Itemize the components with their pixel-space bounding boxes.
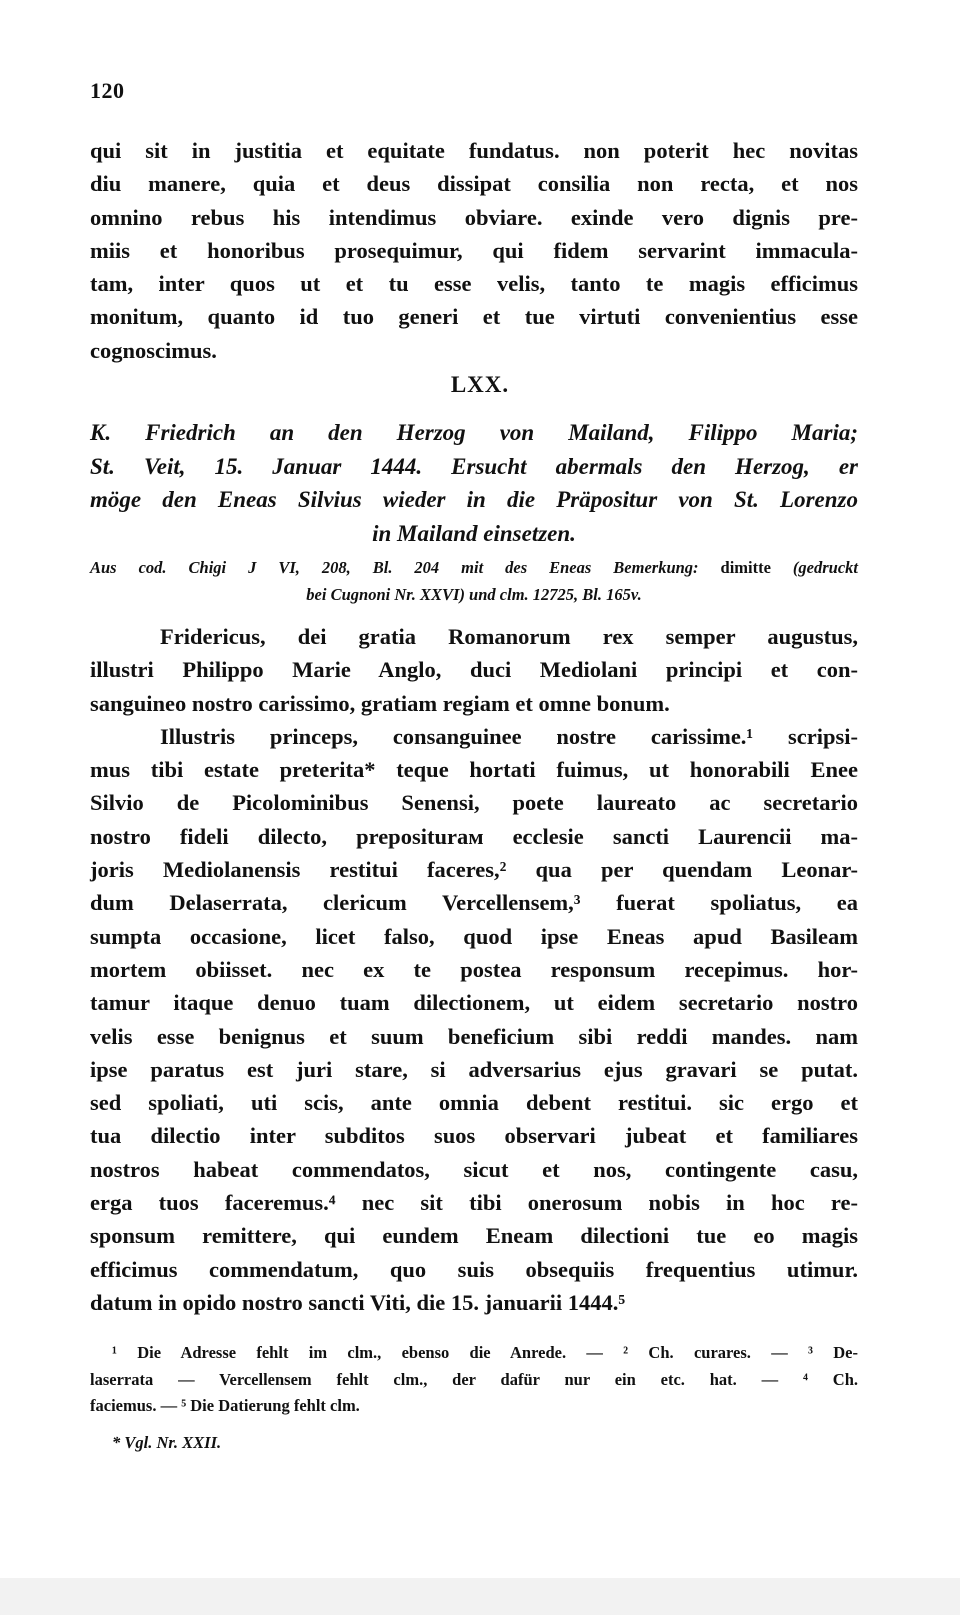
page-number: 120	[90, 78, 125, 103]
source-line	[90, 554, 858, 581]
text-line: Fridericus, dei gratia Romanorum rex semper augustus,	[160, 624, 858, 649]
text-line: miis et honoribus prosequimur, qui fidem servarint immacula-	[90, 237, 858, 263]
text-line: monitum, quanto id tuo generi et tue virtuti convenientius esse	[90, 304, 858, 330]
text-line: datum in opido nostro sancti Viti, die 15. januarii 1444.⁵	[90, 1289, 626, 1315]
source-text: (gedruckt	[792, 558, 858, 577]
text-line: sumpta occasione, licet falso, quod ipse Eneas apud Basileam	[90, 923, 858, 949]
text-line: joris Mediolanensis restitui faceres,² qua per quendam Leonar-	[90, 857, 858, 883]
text-line: efficimus commendatum, quo suis obsequiis frequentius utimur.	[90, 1256, 858, 1282]
text-line: diu manere, quia et deus dissipat consilia non recta, et nos	[90, 171, 858, 197]
footnotes	[90, 1340, 858, 1420]
text-line: dum Delaserrata, clericum Vercellensem,³ fuerat spoliatus, ea	[90, 890, 858, 916]
document-heading	[90, 416, 858, 550]
source-quote: dimitte	[720, 558, 771, 577]
heading-line: möge den Eneas Silvius wieder in die Präpositur von St. Lorenzo	[90, 487, 858, 512]
footnote-line: ¹ Die Adresse fehlt im clm., ebenso die Anrede. — ² Ch. curares. — ³ De-	[112, 1343, 858, 1362]
letter-body	[90, 620, 858, 1319]
heading-line: St. Veit, 15. Januar 1444. Ersucht abermals den Herzog, er	[90, 453, 858, 479]
scan-margin	[0, 1578, 960, 1615]
source-text: Aus cod. Chigi J VI, 208, Bl. 204 mit des Eneas Bemerkung:	[90, 558, 699, 577]
text-line: ipse paratus est juri stare, si adversarius ejus gravari se putat.	[90, 1056, 858, 1082]
heading-line: in Mailand einsetzen.	[372, 520, 576, 546]
editorial-note: * Vgl. Nr. XXII.	[112, 1433, 222, 1452]
text-line: Illustris princeps, consanguinee nostre carissime.¹ scripsi-	[160, 723, 858, 749]
source-note	[90, 554, 858, 608]
text-line: nostro fideli dilecto, prepositurам ecclesie sancti Laurencii ma-	[90, 823, 858, 849]
text-line: tamur itaque denuo tuam dilectionem, ut eidem secretario nostro	[90, 990, 858, 1016]
text-line: tam, inter quos ut et tu esse velis, tanto te magis efficimus	[90, 271, 858, 297]
text-line: sponsum remittere, qui eundem Eneam dilectioni tue eo magis	[90, 1223, 858, 1249]
text-line: qui sit in justitia et equitate fundatus. non poterit hec novitas	[90, 138, 858, 163]
footnote-line: faciemus. — ⁵ Die Datierung fehlt clm.	[90, 1396, 360, 1415]
heading-line: K. Friedrich an den Herzog von Mailand, Filippo Maria;	[90, 420, 858, 445]
text-line: sed spoliati, uti scis, ante omnia debent restitui. sic ergo et	[90, 1090, 858, 1116]
intro-paragraph	[90, 134, 858, 367]
text-line: cognoscimus.	[90, 337, 217, 363]
footnote-line: laserrata — Vercellensem fehlt clm., der dafür nur ein etc. hat. — ⁴ Ch.	[90, 1369, 858, 1389]
text-line: illustri Philippo Marie Anglo, duci Mediolani principi et con-	[90, 657, 858, 683]
text-line: mus tibi estate preterita* teque hortati fuimus, ut honorabili Enee	[90, 757, 858, 783]
text-line: sanguineo nostro carissimo, gratiam regiam et omne bonum.	[90, 690, 670, 716]
text-line: mortem obiisset. nec ex te postea responsum recepimus. hor-	[90, 956, 858, 982]
text-line: tua dilectio inter subditos suos observari jubeat et familiares	[90, 1123, 858, 1149]
text-line: Silvio de Picolominibus Senensi, poete laureato ac secretario	[90, 790, 858, 816]
source-line: bei Cugnoni Nr. XXVI) und clm. 12725, Bl. 165v.	[306, 585, 642, 604]
document-number: LXX.	[450, 372, 510, 397]
text-line: nostros habeat commendatos, sicut et nos, contingente casu,	[90, 1156, 858, 1182]
text-line: velis esse benignus et suum beneficium sibi reddi mandes. nam	[90, 1023, 858, 1049]
text-line: omnino rebus his intendimus obviare. exinde vero dignis pre-	[90, 204, 858, 230]
text-line: erga tuos faceremus.⁴ nec sit tibi onerosum nobis in hoc re-	[90, 1190, 858, 1216]
